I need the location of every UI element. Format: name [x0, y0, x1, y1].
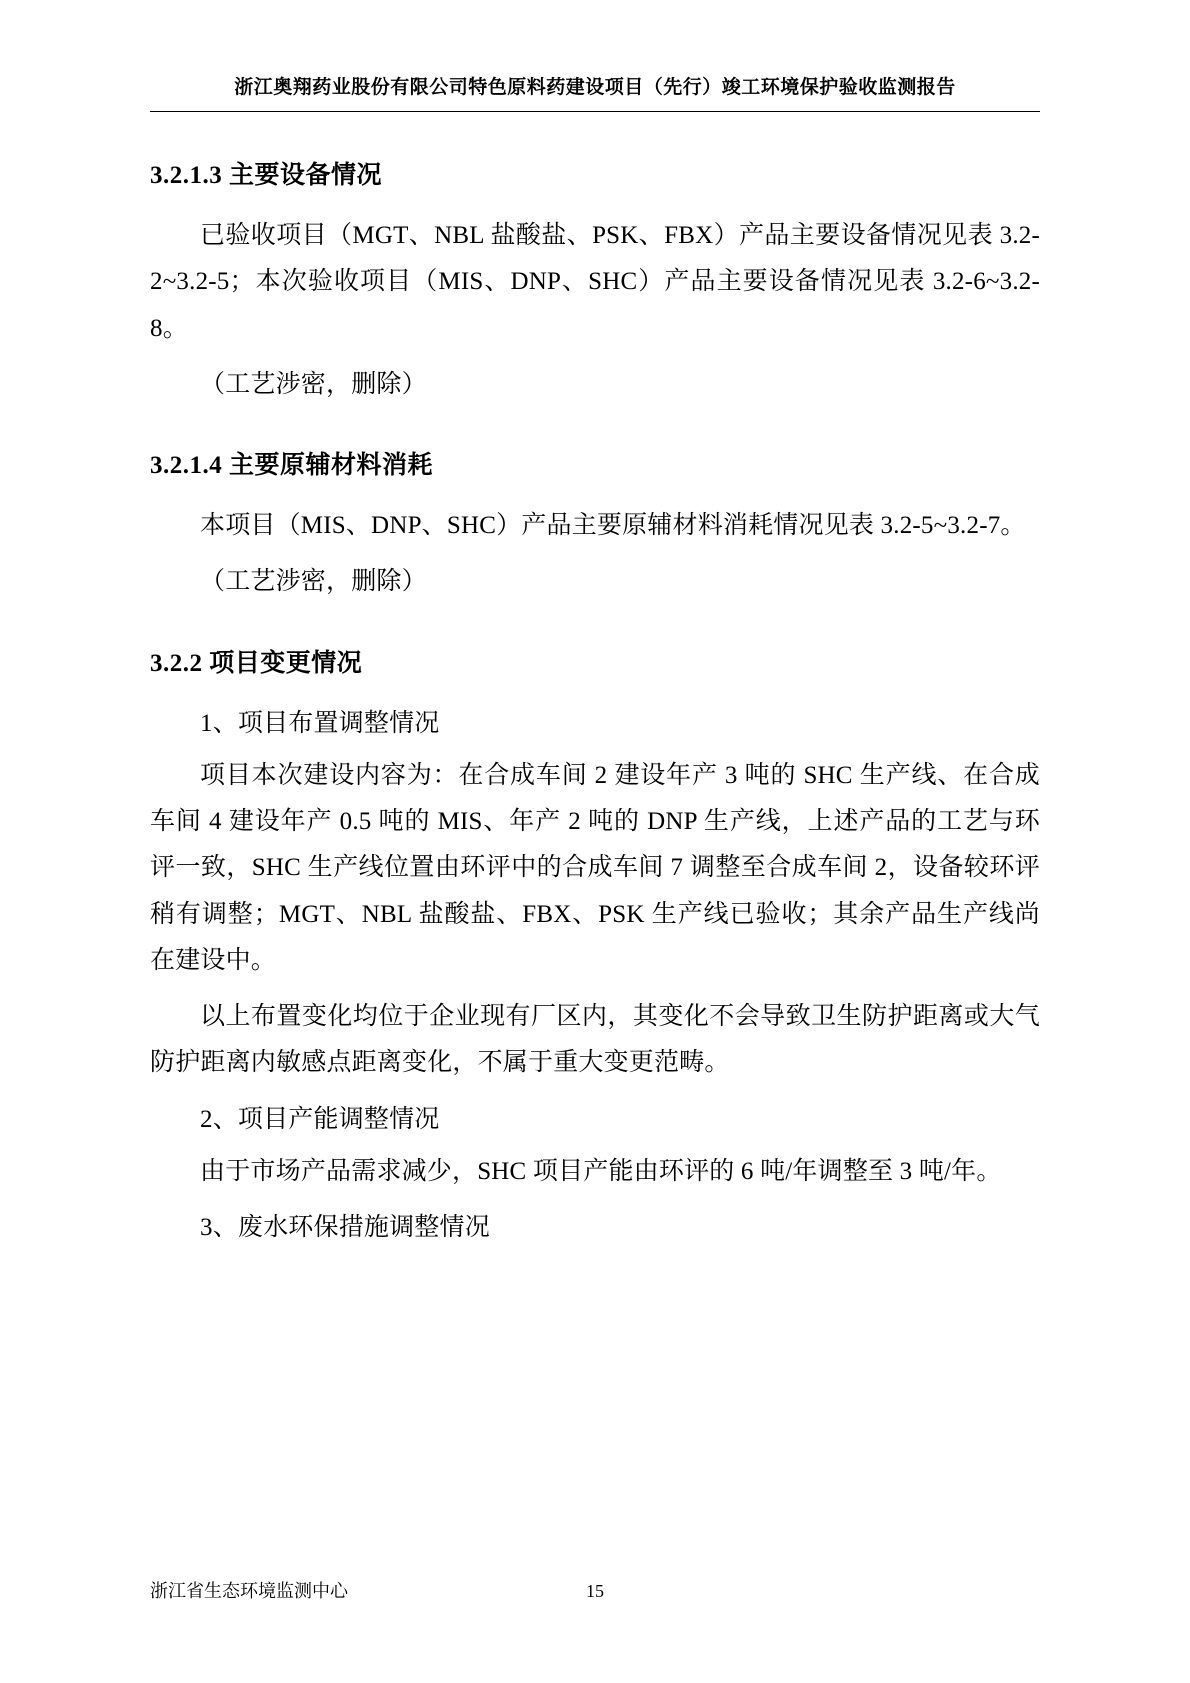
- section-heading-3-2-1-3: 3.2.1.3 主要设备情况: [150, 162, 383, 189]
- paragraph-materials-overview: 本项目（MIS、DNP、SHC）产品主要原辅材料消耗情况见表 3.2-5~3.2-7。: [200, 512, 1026, 539]
- page-header: 浙江奥翔药业股份有限公司特色原料药建设项目（先行）竣工环境保护验收监测报告: [150, 72, 1040, 112]
- paragraph-materials-confidential: （工艺涉密，删除）: [200, 568, 427, 596]
- paragraph-wastewater-adjust-title: 3、废水环保措施调整情况: [200, 1214, 490, 1241]
- paragraph-layout-conclusion: 以上布置变化均位于企业现有厂区内，其变化不会导致卫生防护距离或大气防护距离内敏感点距离变化，不属于重大变更范畴。: [150, 1003, 1040, 1077]
- paragraph-capacity-adjust-title: 2、项目产能调整情况: [200, 1105, 440, 1133]
- section-heading-3-2-1-4: 3.2.1.4 主要原辅材料消耗: [150, 452, 434, 479]
- footer-organization: 浙江省生态环境监测中心: [150, 1581, 348, 1601]
- paragraph-equipment-overview: 已验收项目（MGT、NBL 盐酸盐、PSK、FBX）产品主要设备情况见表 3.2-2~3.2-5；本次验收项目（MIS、DNP、SHC）产品主要设备情况见表 3.2-6~3.2-8。: [150, 222, 1040, 342]
- section-heading-3-2-2: 3.2.2 项目变更情况: [150, 649, 363, 677]
- paragraph-equipment-confidential: （工艺涉密，删除）: [200, 370, 427, 398]
- footer-page-number: 15: [586, 1581, 604, 1601]
- page-footer: [150, 1577, 1040, 1603]
- paragraph-layout-adjust-body: 项目本次建设内容为：在合成车间 2 建设年产 3 吨的 SHC 生产线、在合成车间 4 建设年产 0.5 吨的 MIS、年产 2 吨的 DNP 生产线，上述产品的工艺与环评一致，SHC 生产线位置由环评中的合成车间 7 调整至合成车间 2，设备较环评稍有调整；MGT、NBL 盐酸盐、FBX、PSK 生产线已验收；其余产品生产线尚在建设中。: [150, 761, 1040, 974]
- page-content: [150, 72, 1040, 1261]
- paragraph-capacity-adjust-body: 由于市场产品需求减少，SHC 项目产能由环评的 6 吨/年调整至 3 吨/年。: [200, 1157, 1002, 1185]
- paragraph-layout-adjust-title: 1、项目布置调整情况: [200, 709, 440, 737]
